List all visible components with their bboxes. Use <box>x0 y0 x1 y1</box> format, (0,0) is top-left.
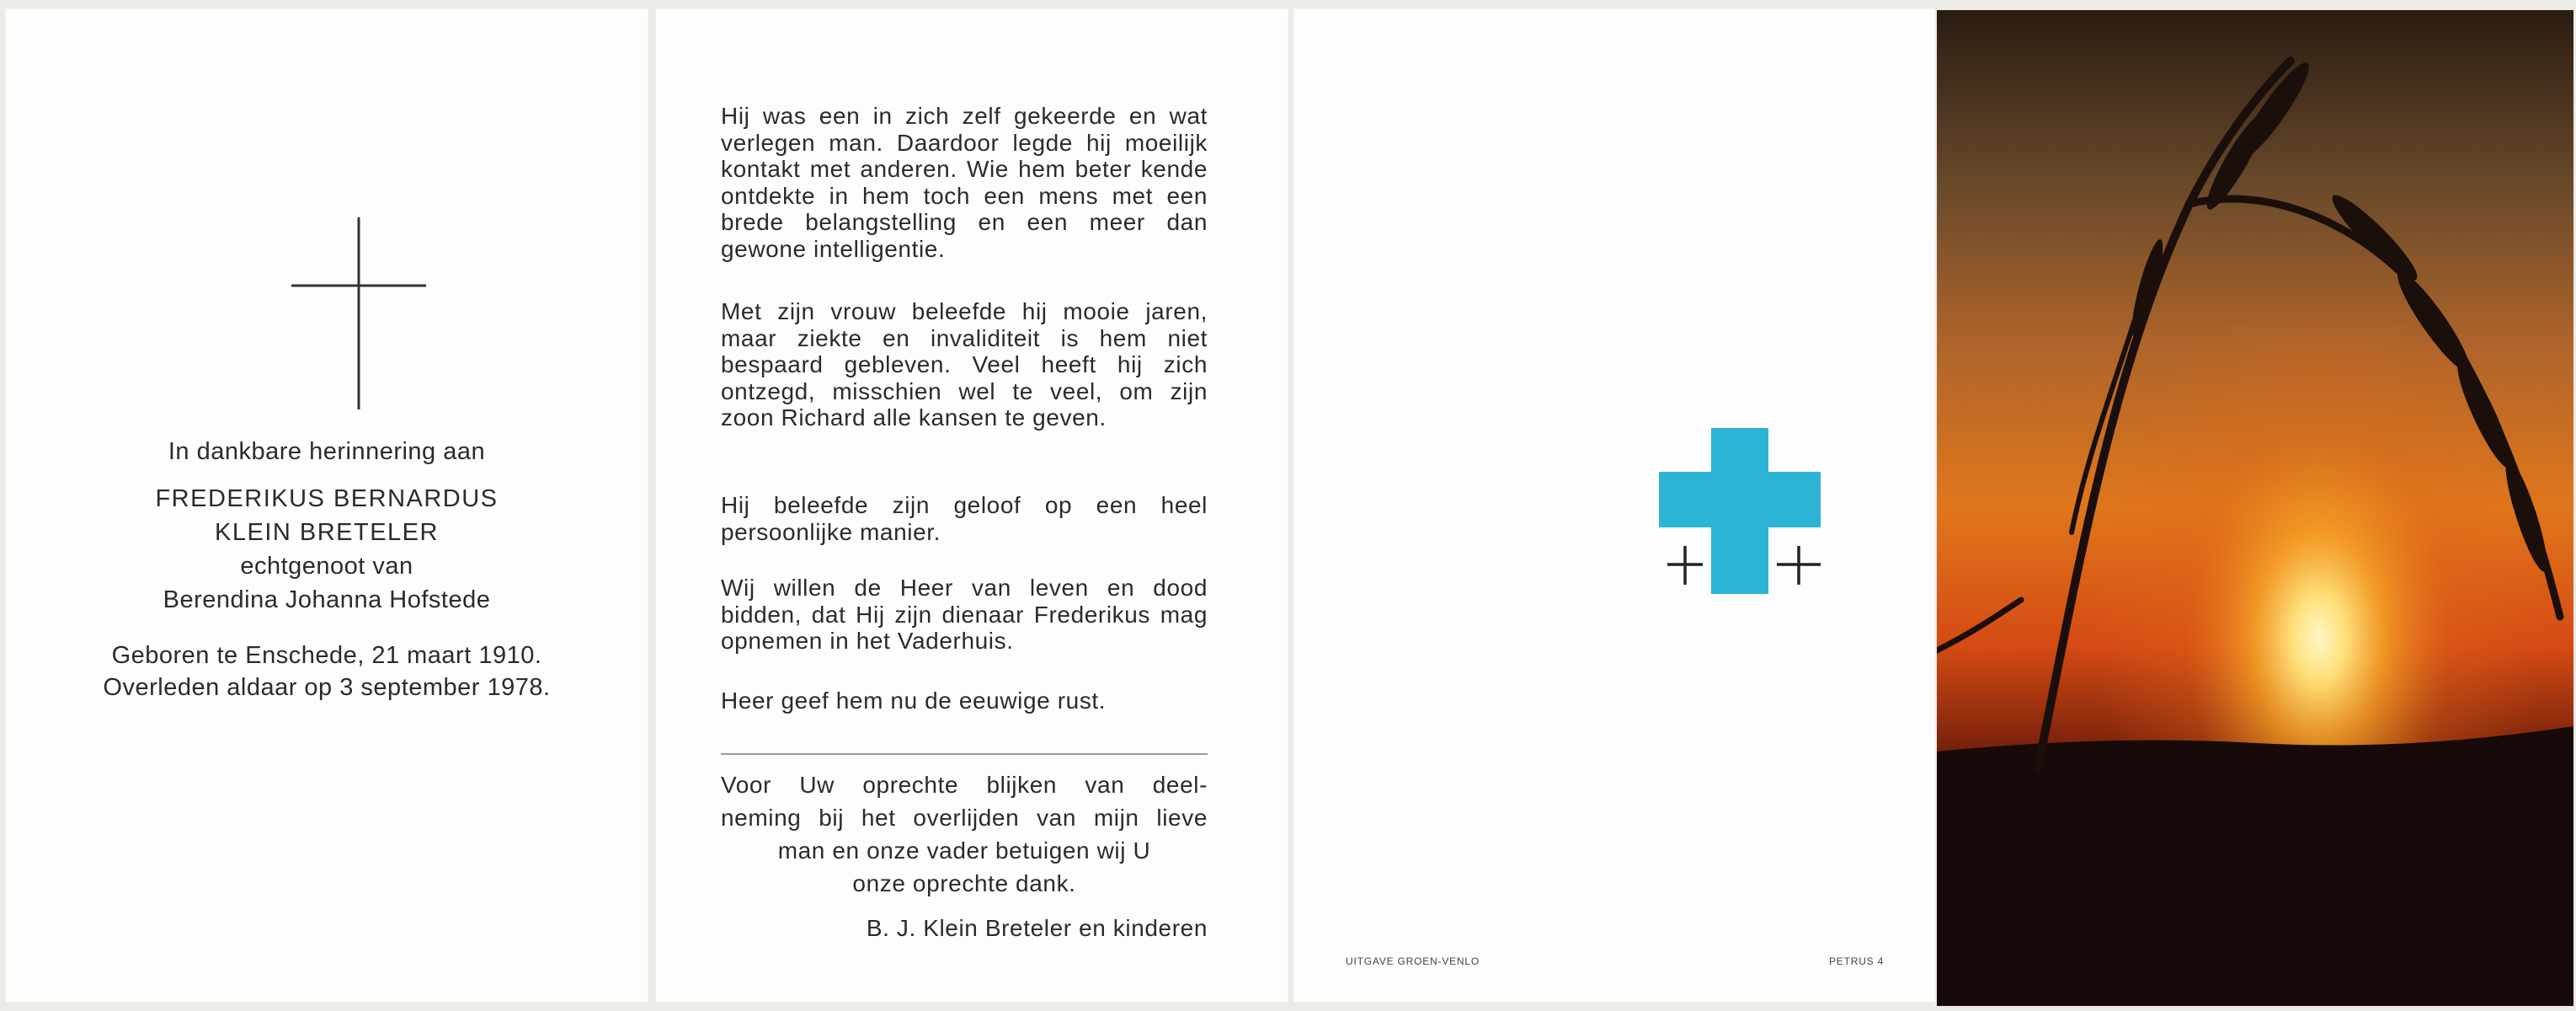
sunset-grass-image <box>1937 10 2573 1006</box>
birth-date: Geboren te Enschede, 21 maart 1910. <box>111 642 542 669</box>
thanks-line-1: Voor Uw oprechte blijken van deel- <box>721 772 1208 798</box>
card-panel-back <box>1293 8 1935 1003</box>
spouse-name: Berendina Johanna Hofstede <box>163 586 491 613</box>
paragraph-3: Hij beleefde zijn geloof op een heel persoonlijke manier. <box>721 492 1208 545</box>
card-panel-text <box>655 8 1288 1003</box>
deceased-name-line2: KLEIN BRETELER <box>215 519 439 546</box>
paragraph-4: Wij willen de Heer van leven en dood bidden, dat Hij zijn dienaar Frederikus mag opnemen in het Vaderhuis. <box>721 575 1208 654</box>
series-label: PETRUS 4 <box>1829 955 1885 967</box>
deceased-name-line1: FREDERIKUS BERNARDUS <box>155 485 499 512</box>
paragraph-5: Heer geef hem nu de eeuwige rust. <box>721 687 1107 714</box>
sunset-photo <box>1937 10 2573 1006</box>
intro-text: In dankbare herinnering aan <box>168 438 486 465</box>
thanks-line-2: neming bij het overlijden van mijn lieve <box>721 805 1208 831</box>
card-panel-front <box>5 8 648 1003</box>
publisher-label: UITGAVE GROEN-VENLO <box>1346 955 1480 967</box>
spouse-label: echtgenoot van <box>240 553 413 580</box>
thanks-line-3: man en onze vader betuigen wij U <box>777 837 1151 864</box>
divider <box>721 753 1208 755</box>
paragraph-1: Hij was een in zich zelf gekeerde en wat verlegen man. Daardoor legde hij moeilijk kontakt met anderen. Wie hem beter kende ontdekte in hem toch een mens met een brede belangstelling en een meer dan gewone intelligentie. <box>721 103 1208 262</box>
paragraph-2: Met zijn vrouw beleefde hij mooie jaren, maar ziekte en invaliditeit is hem niet bespaard gebleven. Veel heeft hij zich ontzegd, misschien wel te veel, om zijn zoon Richard alle kansen te geven. <box>721 298 1208 431</box>
death-date: Overleden aldaar op 3 september 1978. <box>103 674 551 701</box>
cross-icon <box>286 209 431 411</box>
thanks-line-4: onze oprechte dank. <box>852 870 1076 896</box>
signature: B. J. Klein Breteler en kinderen <box>866 915 1208 941</box>
thanks-block <box>721 768 1208 900</box>
blue-cross-icon <box>1656 421 1824 594</box>
